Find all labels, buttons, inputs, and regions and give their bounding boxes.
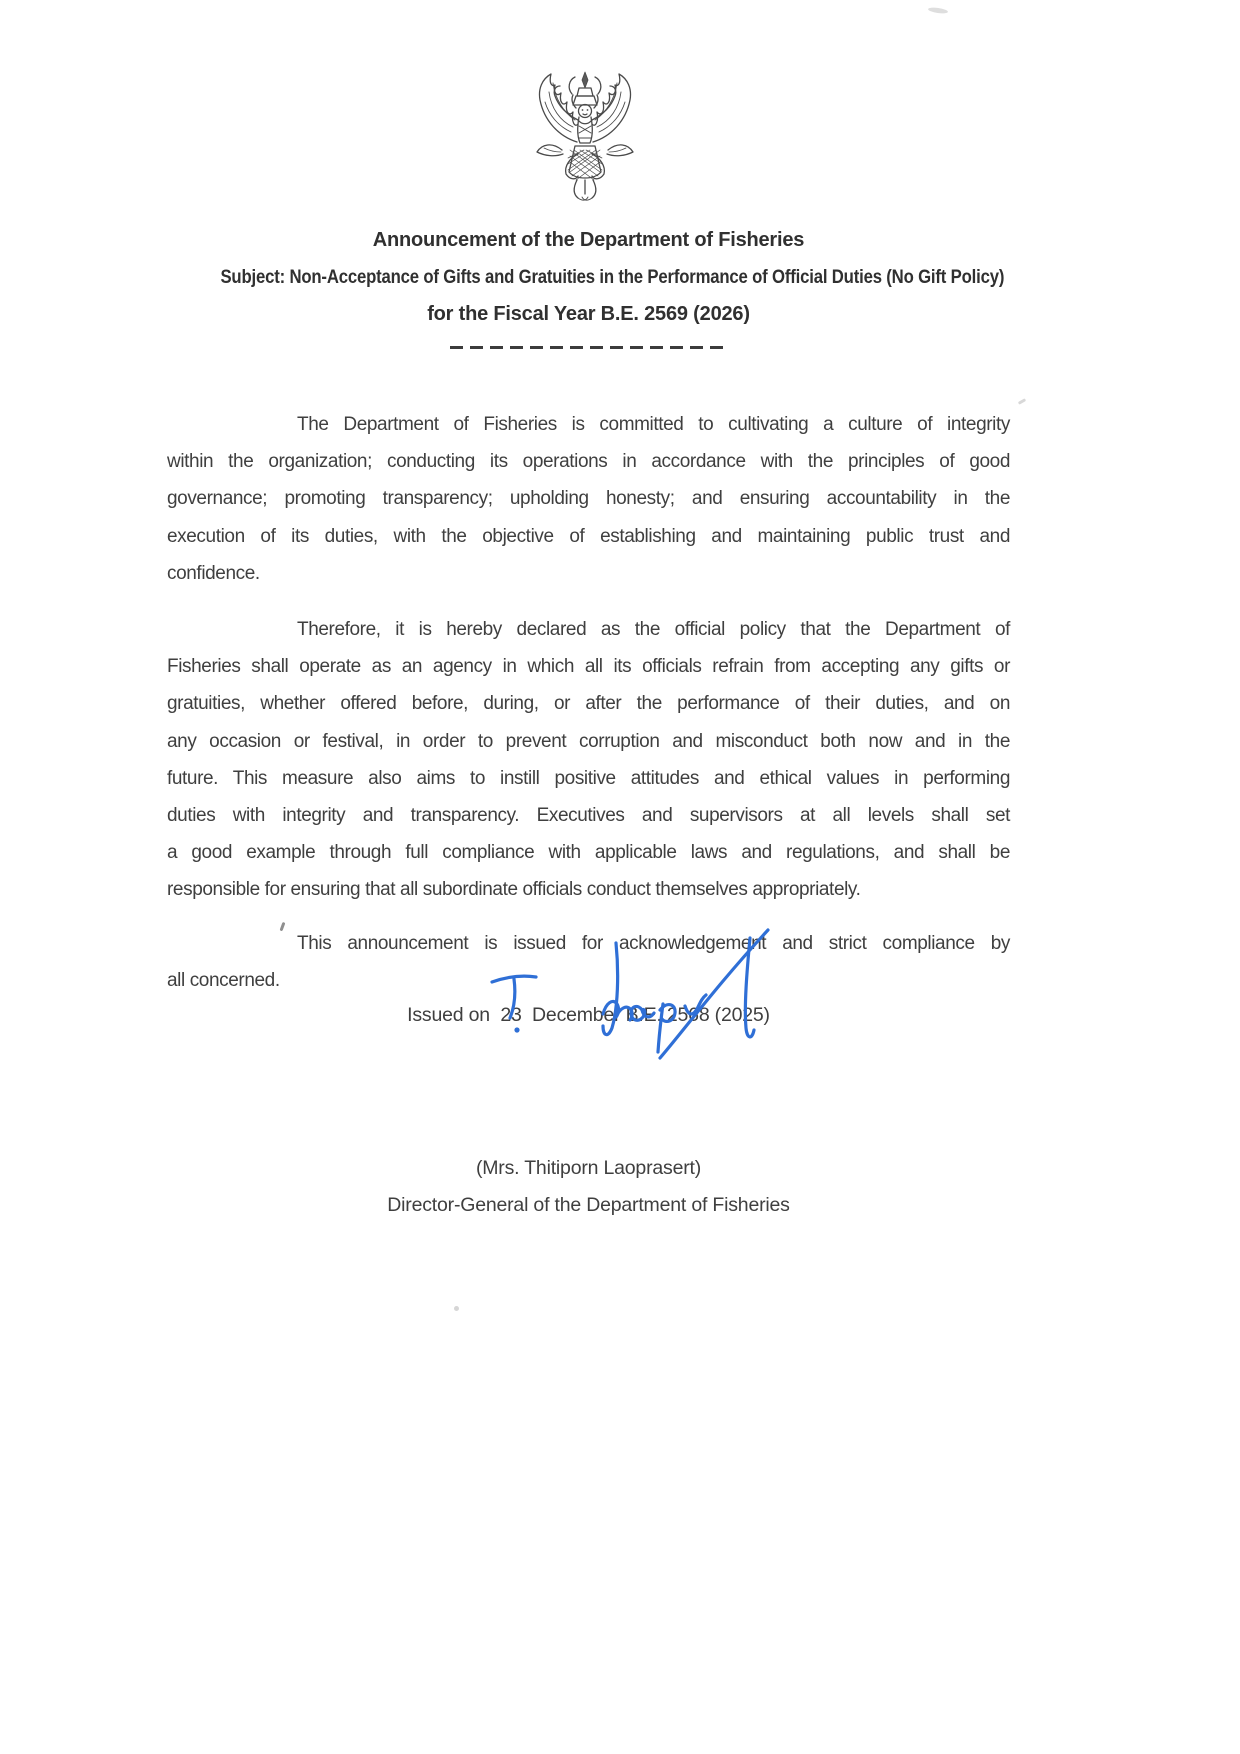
paragraph-line: a good example through full compliance with applicable laws and regulations, and shall be [167, 842, 1010, 864]
paragraph-line: The Department of Fisheries is committed to cultivating a culture of integrity [297, 414, 1010, 435]
signer-title: Director-General of the Department of Fisheries [387, 1194, 790, 1216]
paragraph-line: future. This measure also aims to instill positive attitudes and ethical values in performing [167, 767, 1010, 789]
signature-handwriting [470, 918, 800, 1073]
scan-artifact [454, 1306, 459, 1311]
issued-date-line: Issued on 23 December B.E. 2568 (2025) [407, 1004, 770, 1026]
paragraph-line: all concerned. [167, 970, 280, 992]
paragraph-1 [167, 406, 1010, 592]
subject-line [167, 259, 1010, 296]
paragraph-line: gratuities, whether offered before, during, or after the performance of their duties, and on [167, 693, 1010, 715]
announcement-title: Announcement of the Department of Fisheries [372, 229, 805, 251]
scan-artifact [928, 7, 949, 15]
garuda-emblem-icon [520, 70, 650, 202]
document-header [167, 222, 1010, 333]
paragraph-line: Fisheries shall operate as an agency in which all its officials refrain from accepting any gifts or [167, 656, 1010, 678]
paragraph-line: This announcement is issued for acknowledgement and strict compliance by [297, 933, 1010, 954]
subject-line-text: Subject: Non-Acceptance of Gifts and Gratuities in the Performance of Official Duties (No Gift Policy) [220, 267, 1005, 288]
paragraph-2 [167, 611, 1010, 909]
paragraph-line: responsible for ensuring that all subordinate officials conduct themselves appropriately. [167, 879, 861, 901]
paragraph-line: any occasion or festival, in order to prevent corruption and misconduct both now and in the [167, 730, 1010, 752]
fiscal-year-line: for the Fiscal Year B.E. 2569 (2026) [427, 303, 750, 325]
dashed-divider [450, 346, 730, 349]
scan-artifact [1018, 398, 1026, 405]
paragraph-line: within the organization; conducting its operations in accordance with the principles of good [167, 451, 1010, 473]
paragraph-line: execution of its duties, with the objective of establishing and maintaining public trust and [167, 525, 1010, 547]
paragraph-line: confidence. [167, 562, 260, 584]
paragraph-line: duties with integrity and transparency. Executives and supervisors at all levels shall set [167, 805, 1010, 827]
paragraph-line: governance; promoting transparency; upholding honesty; and ensuring accountability in the [167, 488, 1010, 510]
paragraph-line: Therefore, it is hereby declared as the official policy that the Department of [297, 619, 1010, 640]
signer-name: (Mrs. Thitiporn Laoprasert) [475, 1157, 702, 1179]
